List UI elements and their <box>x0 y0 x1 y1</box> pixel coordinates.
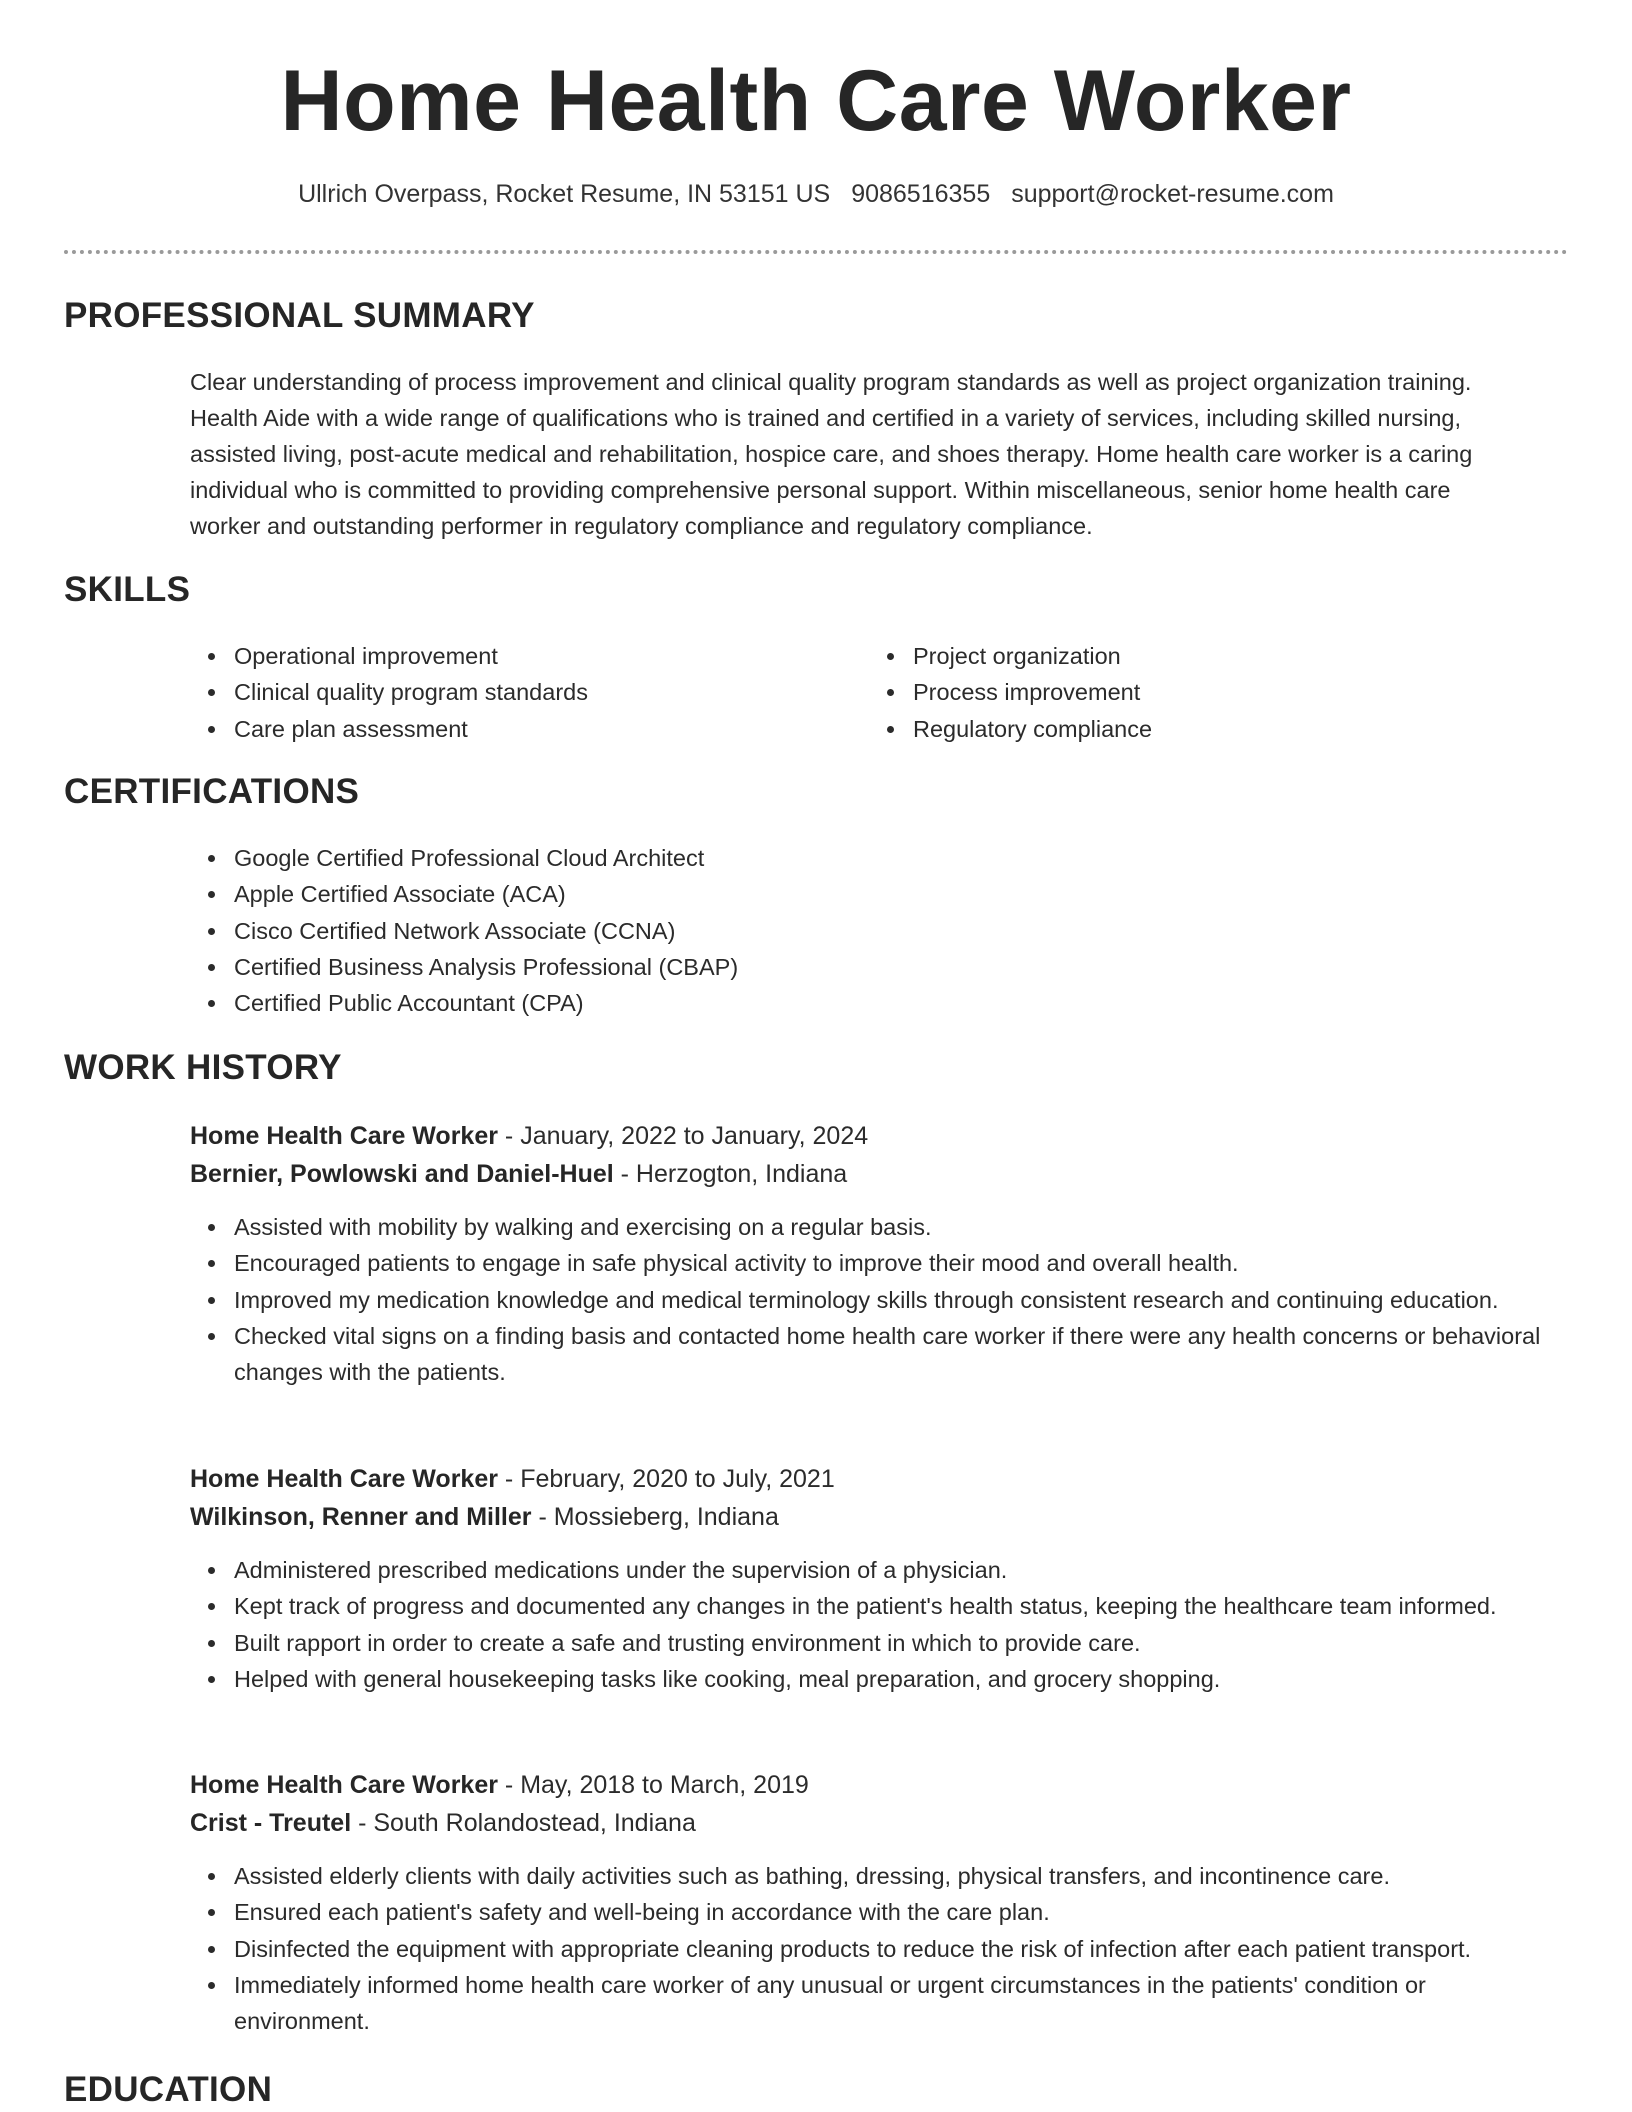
summary-line: Clear understanding of process improvement and clinical quality program standards as well as project organization training. <box>190 369 1472 395</box>
skills-list-left <box>190 638 810 747</box>
job-location: - Herzogton, Indiana <box>613 1160 848 1188</box>
summary-line: individual who is committed to providing comprehensive personal support. Within miscellaneous, senior home health care <box>190 477 1451 503</box>
job-bullet: Helped with general housekeeping tasks like cooking, meal preparation, and grocery shopping. <box>234 1661 1560 1697</box>
job-company: Bernier, Powlowski and Daniel-Huel <box>190 1160 614 1188</box>
job-bullet: Disinfected the equipment with appropriate cleaning products to reduce the risk of infection after each patient transport. <box>234 1931 1560 1967</box>
skill-item: Regulatory compliance <box>913 711 1489 747</box>
contact-address: Ullrich Overpass, Rocket Resume, IN 53151 US <box>298 180 831 208</box>
job-title-line <box>190 1460 1560 1498</box>
education-heading: EDUCATION <box>64 2070 273 2109</box>
job-bullet: Kept track of progress and documented any changes in the patient's health status, keeping the healthcare team informed. <box>234 1588 1560 1624</box>
job-entry <box>190 1766 1560 2039</box>
job-dates: - May, 2018 to March, 2019 <box>497 1771 809 1799</box>
job-bullet: Improved my medication knowledge and medical terminology skills through consistent research and continuing education. <box>234 1282 1560 1318</box>
job-location: - Mossieberg, Indiana <box>531 1503 779 1531</box>
header-divider <box>64 250 1568 254</box>
skills-heading: SKILLS <box>64 570 191 609</box>
skill-item: Clinical quality program standards <box>234 674 810 710</box>
skill-item: Project organization <box>913 638 1489 674</box>
job-bullet: Assisted with mobility by walking and exercising on a regular basis. <box>234 1209 1560 1245</box>
job-bullet: Ensured each patient's safety and well-being in accordance with the care plan. <box>234 1894 1560 1930</box>
job-entry <box>190 1460 1560 1697</box>
job-company-line <box>190 1804 1560 1842</box>
contact-phone: 9086516355 <box>851 180 991 208</box>
job-location: - South Rolandostead, Indiana <box>351 1809 696 1837</box>
summary-line: Health Aide with a wide range of qualifications who is trained and certified in a variety of services, including skilled nursing, <box>190 405 1461 431</box>
job-bullet: Built rapport in order to create a safe and trusting environment in which to provide care. <box>234 1625 1560 1661</box>
summary-text <box>190 364 1560 544</box>
summary-line: worker and outstanding performer in regulatory compliance and regulatory compliance. <box>190 513 1093 539</box>
resume-name: Home Health Care Worker <box>280 53 1352 149</box>
job-title: Home Health Care Worker <box>190 1771 498 1799</box>
job-company-line <box>190 1155 1560 1193</box>
job-bullet: Assisted elderly clients with daily activities such as bathing, dressing, physical transfers, and incontinence care. <box>234 1858 1560 1894</box>
job-title: Home Health Care Worker <box>190 1122 498 1150</box>
job-bullet: Checked vital signs on a finding basis and contacted home health care worker if there were any health concerns or behavioral changes with the patients. <box>234 1318 1560 1391</box>
job-title-line <box>190 1117 1560 1155</box>
job-bullet: Administered prescribed medications under the supervision of a physician. <box>234 1552 1560 1588</box>
certification-item: Certified Public Accountant (CPA) <box>234 985 1560 1021</box>
certification-item: Certified Business Analysis Professional (CBAP) <box>234 949 1560 985</box>
job-dates: - January, 2022 to January, 2024 <box>497 1122 869 1150</box>
certification-item: Google Certified Professional Cloud Architect <box>234 840 1560 876</box>
certifications-list <box>190 840 1560 1021</box>
job-company: Wilkinson, Renner and Miller <box>190 1503 532 1531</box>
skills-list-right <box>869 638 1489 747</box>
job-company-line <box>190 1498 1560 1536</box>
job-company: Crist - Treutel <box>190 1809 352 1837</box>
skill-item: Care plan assessment <box>234 711 810 747</box>
job-bullet: Encouraged patients to engage in safe physical activity to improve their mood and overall health. <box>234 1245 1560 1281</box>
contact-line <box>0 180 1632 209</box>
summary-heading: PROFESSIONAL SUMMARY <box>64 296 535 335</box>
job-entry <box>190 1117 1560 1390</box>
work-history-heading: WORK HISTORY <box>64 1048 342 1087</box>
certification-item: Apple Certified Associate (ACA) <box>234 876 1560 912</box>
certifications-heading: CERTIFICATIONS <box>64 772 360 811</box>
skill-item: Operational improvement <box>234 638 810 674</box>
job-dates: - February, 2020 to July, 2021 <box>497 1465 835 1493</box>
job-bullet: Immediately informed home health care worker of any unusual or urgent circumstances in the patients' condition or environment. <box>234 1967 1560 2040</box>
skill-item: Process improvement <box>913 674 1489 710</box>
job-title: Home Health Care Worker <box>190 1465 498 1493</box>
certification-item: Cisco Certified Network Associate (CCNA) <box>234 913 1560 949</box>
job-title-line <box>190 1766 1560 1804</box>
summary-line: assisted living, post-acute medical and rehabilitation, hospice care, and shoes therapy. Home health care worker is a caring <box>190 441 1473 467</box>
contact-email: support@rocket-resume.com <box>1011 180 1334 208</box>
